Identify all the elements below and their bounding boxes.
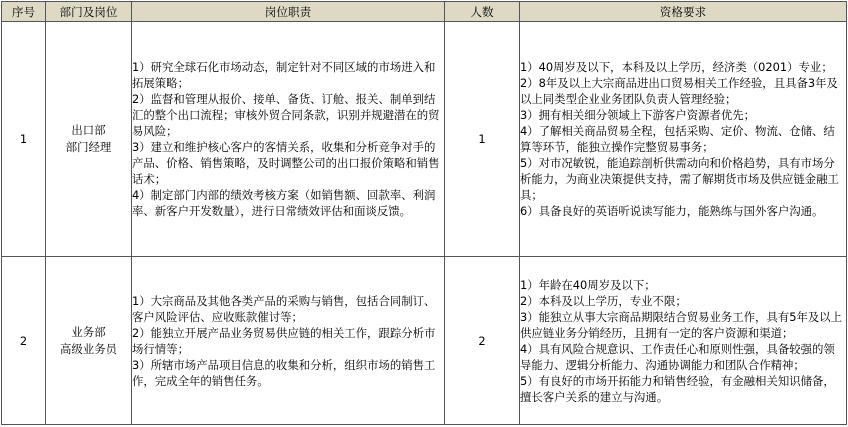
header-duty: 岗位职责 [132, 2, 445, 22]
row-no: 2 [2, 257, 46, 425]
row-duties [132, 257, 445, 425]
row-count: 2 [445, 257, 520, 425]
requirement-item: 4）具有风险合规意识、工作责任心和原则性强，具备较强的领导能力、逻辑分析能力、沟通协调能力和团队合作精神； [520, 341, 835, 372]
position-name: 高级业务员 [60, 341, 117, 356]
requirement-item: 5）有良好的市场开拓能力和销售经验，有金融相关知识储备，擅长客户关系的建立与沟通。 [520, 373, 835, 404]
row-duties [132, 22, 445, 257]
recruitment-table [1, 1, 847, 425]
requirement-item: 1）年龄在40周岁及以下； [520, 277, 656, 292]
requirement-item: 1）40周岁及以下，本科及以上学历，经济类（0201）专业； [520, 60, 833, 74]
requirement-item: 2）8年及以上大宗商品进出口贸易相关工作经验，且具备3年及以上同类型企业业务团队负责人管理经验； [520, 76, 838, 106]
header-dept: 部门及岗位 [46, 2, 132, 22]
dept-name: 出口部 [71, 123, 106, 137]
requirement-item: 4）了解相关商品贸易全程，包括采购、定价、物流、仓储、结算等环节，能独立操作完整贸易事务； [520, 124, 835, 154]
requirement-item: 2）本科及以上学历，专业不限； [520, 293, 687, 308]
row-requirements [520, 22, 847, 257]
duty-item: 1）大宗商品及其他各类产品的采购与销售，包括合同制订、客户风险评估、应收账款催讨等； [132, 293, 436, 324]
duty-item: 1）研究全球石化市场动态，制定针对不同区域的市场进入和拓展策略； [132, 60, 436, 90]
row-dept-position [46, 22, 132, 257]
requirement-item: 6）具备良好的英语听说读写能力，能熟练与国外客户沟通。 [520, 204, 824, 218]
requirement-item: 3）能独立从事大宗商品期限结合贸易业务工作，具有5年及以上供应链业务分销经历，且拥有一定的客户资源和渠道； [520, 309, 843, 340]
requirement-item: 5）对市况敏锐，能追踪剖析供需动向和价格趋势，具有市场分析能力，为商业决策提供支持，需了解期货市场及供应链金融工具； [520, 156, 839, 202]
duty-item: 3）建立和维护核心客户的客情关系，收集和分析竞争对手的产品、价格、销售策略，及时调整公司的出口报价策略和销售话术； [132, 140, 440, 186]
duty-item: 2）监督和管理从报价、接单、备货、订舱、报关、制单到结汇的整个出口流程；审核外贸合同条款，识别并规避潜在的贸易风险； [132, 92, 440, 138]
duty-item: 2）能独立开展产品业务贸易供应链的相关工作，跟踪分析市场行情等； [132, 325, 436, 356]
row-no: 1 [2, 22, 46, 257]
table-row [2, 22, 847, 257]
duty-item: 3）所辖市场产品项目信息的收集和分析，组织市场的销售工作，完成全年的销售任务。 [132, 357, 436, 388]
row-count: 1 [445, 22, 520, 257]
position-name: 部门经理 [65, 140, 112, 154]
row-requirements [520, 257, 847, 425]
header-no: 序号 [2, 2, 46, 22]
duty-item: 4）制定部门内部的绩效考核方案（如销售额、回款率、利润率、新客户开发数量），进行日常绩效评估和面谈反馈。 [132, 188, 436, 218]
requirement-item: 3）拥有相关细分领域上下游客户资源者优先； [520, 108, 756, 122]
dept-name: 业务部 [71, 324, 106, 339]
header-count: 人数 [445, 2, 520, 22]
table-row [2, 257, 847, 425]
header-req: 资格要求 [520, 2, 847, 22]
header-row [2, 2, 847, 22]
row-dept-position [46, 257, 132, 425]
